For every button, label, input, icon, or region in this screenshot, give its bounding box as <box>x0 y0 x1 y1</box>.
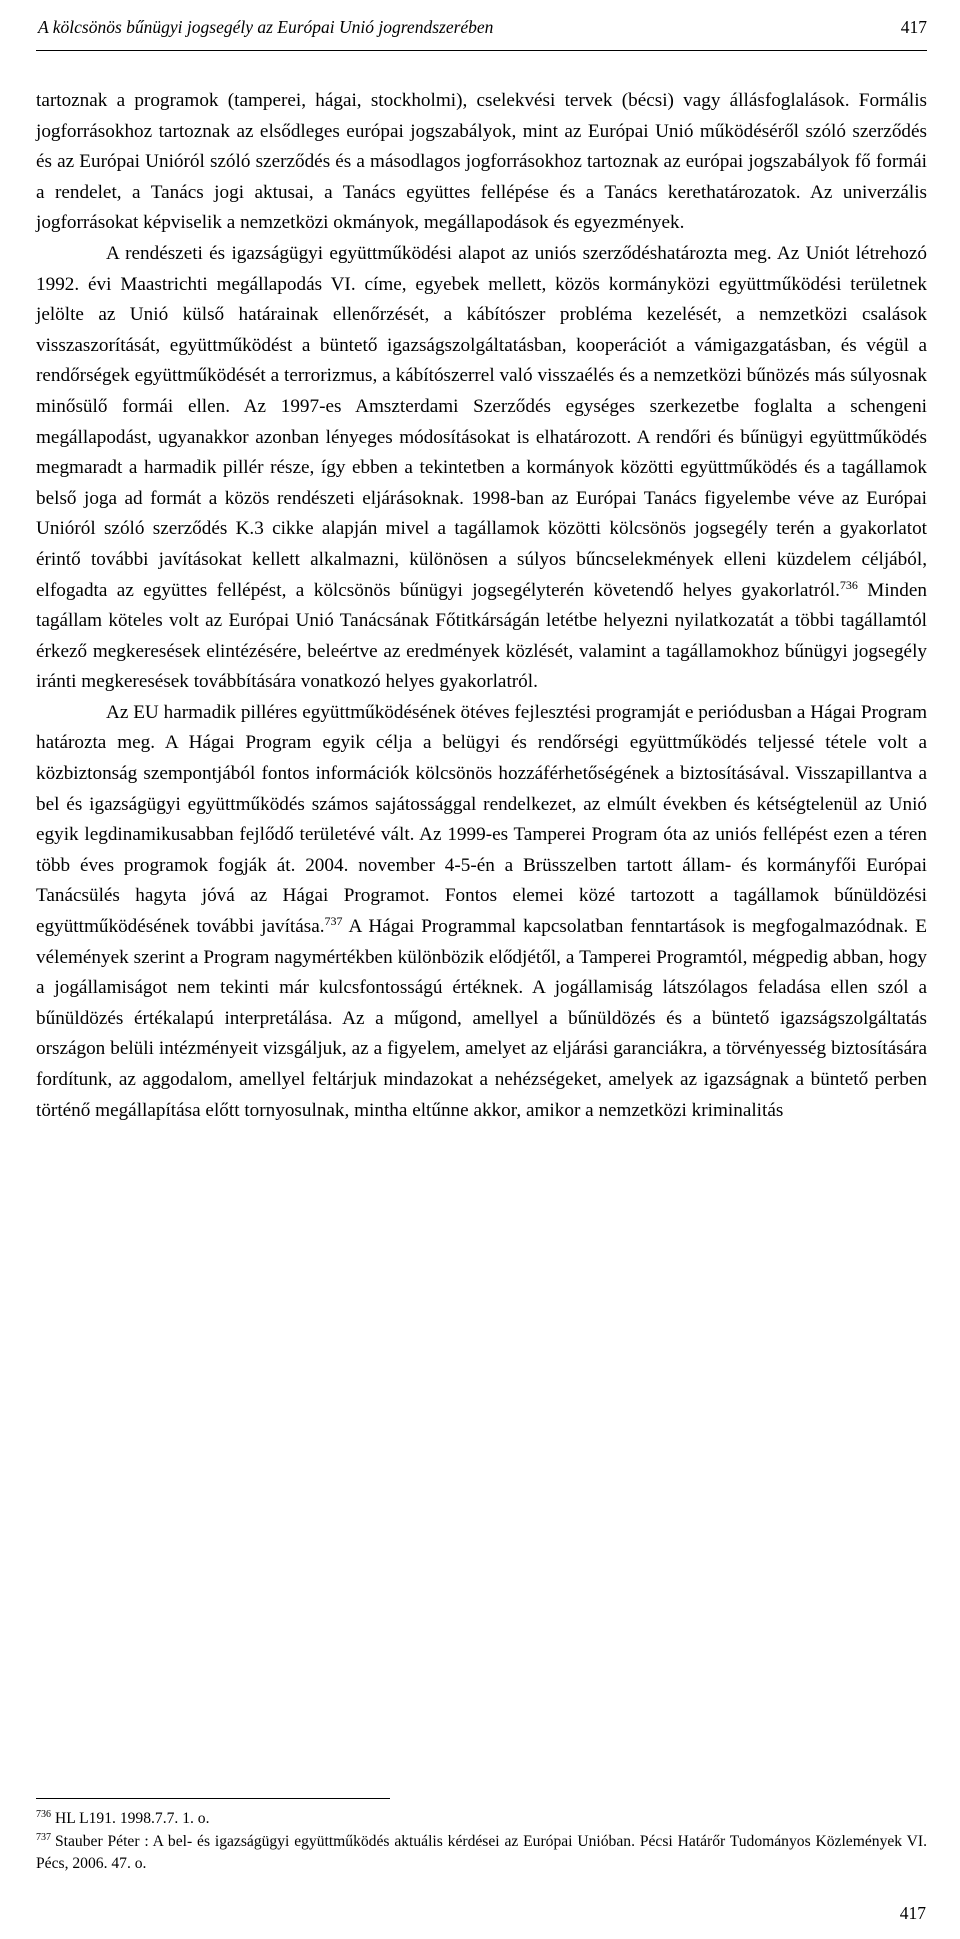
footnote-number: 736 <box>36 1809 51 1820</box>
paragraph-3-text-b: A Hágai Programmal kapcsolatban fenntartások is megfogalmazódnak. E vélemények szerint a Program nagymértékben különbözik elődjétől, a Tamperei Programtól, mégpedig abban, hogy a jogállamiságot nem tekinti már kulcsfontosságú értéknek. A jogállamiság látszólagos feladása ellen szól a bűnüldözés értékalapú interpretálása. Az a műgond, amellyel a bűnüldözés és a büntető igazságszolgáltatás országon belüli intézményeit vizsgáljuk, az a figyelem, amelyet az eljárási garanciákra, a törvényesség biztosítására fordítunk, az aggodalom, amellyel feltárjuk mindazokat a nehézségeket, amelyek az igazságnak a büntető perben történő megállapítása előtt tornyosulnak, mintha eltűnne akkor, amikor a nemzetközi kriminalitás <box>36 916 927 1121</box>
paragraph-3 <box>36 698 927 1126</box>
running-header-title: A kölcsönös bűnügyi jogsegély az Európai Unió jogrendszerében <box>38 17 494 37</box>
footnote-divider <box>36 1798 390 1799</box>
footer-page-number: 417 <box>899 1903 926 1923</box>
footnote-ref-736[interactable]: 736 <box>839 577 858 592</box>
footnote-736 <box>36 1808 927 1831</box>
footnote-737 <box>36 1831 927 1876</box>
header-page-number: 417 <box>900 17 927 37</box>
body-text <box>36 86 927 1126</box>
footnote-text: Stauber Péter : A bel- és igazságügyi együttműködés aktuális kérdései az Európai Unióban. Pécsi Határőr Tudományos Közlemények VI. Pécs, 2006. 47. o. <box>36 1832 927 1872</box>
paragraph-2-text-b: Minden tagállam köteles volt az Európai Unió Tanácsának Főtitkárságán letétbe helyezni nyilatkozatát a többi tagállamtól érkező megkeresések elintézésére, beleértve az eredmények közlését, valamint a tagállamokhoz bűnügyi jogsegély iránti megkeresések továbbítására vonatkozó helyes gyakorlatról. <box>36 579 927 693</box>
footnote-ref-737[interactable]: 737 <box>324 914 343 929</box>
paragraph-2-text-a: A rendészeti és igazságügyi együttműködési alapot az uniós szerződéshatározta meg. Az Uniót létrehozó 1992. évi Maastrichti megállapodás VI. címe, egyebek mellett, közös kormányközi együttműködési területnek jelölte az Unió külső határainak ellenőrzését, a kábítószer probléma kezelését, a nemzetközi csalások visszaszorítását, együttműködést a büntető igazságszolgáltatásban, kooperációt a vámigazgatásban, és végül a rendőrségek együttműködését a terrorizmus, a kábítószerrel való visszaélés és a nemzetközi bűnözés más súlyosnak minősülő formái ellen. Az 1997-es Amszterdami Szerződés egységes szerkezetbe foglalta a schengeni megállapodást, ugyanakkor azonban lényeges módosításokat is elhatározott. A rendőri és bűnügyi együttműködés megmaradt a harmadik pillér része, így ebben a tekintetben a kormányok közötti együttműködés és a tagállamok belső joga ad formát a közös rendészeti eljárásoknak. 1998-ban az Európai Tanács figyelembe véve az Európai Unióról szóló szerződés K.3 cikke alapján mivel a tagállamok közötti kölcsönös jogsegély terén a gyakorlatot érintő további javításokat kellett alkalmazni, különösen a súlyos bűncselekmények elleni küzdelem céljából, elfogadta az együttes fellépést, a kölcsönös bűnügyi jogsegélyterén követendő helyes gyakorlatról. <box>36 242 927 601</box>
footnote-number: 737 <box>36 1831 51 1843</box>
footnote-text: HL L191. 1998.7.7. 1. o. <box>55 1810 210 1827</box>
paragraph-1 <box>36 86 927 239</box>
paragraph-3-text-a: Az EU harmadik pilléres együttműködésének ötéves fejlesztési programját e periódusban a Hágai Program határozta meg. A Hágai Program egyik célja a belügyi és rendőrségi együttműködés teljessé tétele volt a közbiztonság szempontjából fontos információk kölcsönös hozzáférhetőségének a biztosításával. Visszapillantva a bel és igazságügyi együttműködés számos sajátossággal rendelkezet, az elmúlt években és kétségtelenül az Unió egyik legdinamikusabban fejlődő területévé vált. Az 1999-es Tamperei Program óta az uniós fellépést ezen a téren több éves programok fogják át. 2004. november 4-5-én a Brüsszelben tartott állam- és kormányfői Európai Tanácsülés hagyta jóvá az Hágai Programot. Fontos elemei közé tartozott a tagállamok bűnüldözési együttműködésének további javítása. <box>36 701 927 938</box>
footnotes <box>36 1808 927 1876</box>
paragraph-1-text: tartoznak a programok (tamperei, hágai, stockholmi), cselekvési tervek (bécsi) vagy állásfoglalások. Formális jogforrásokhoz tartoznak az elsődleges európai jogszabályok, mint az Európai Unió működéséről szóló szerződés és az Európai Unióról szóló szerződés és a másodlagos jogforrásokhoz tartoznak az európai jogszabályok fő formái a rendelet, a Tanács jogi aktusai, a Tanács együttes fellépése és a Tanács kerethatározatok. Az univerzális jogforrásokat képviselik a nemzetközi okmányok, megállapodások és egyezmények. <box>36 90 927 234</box>
running-header <box>36 16 927 51</box>
paragraph-2 <box>36 239 927 698</box>
